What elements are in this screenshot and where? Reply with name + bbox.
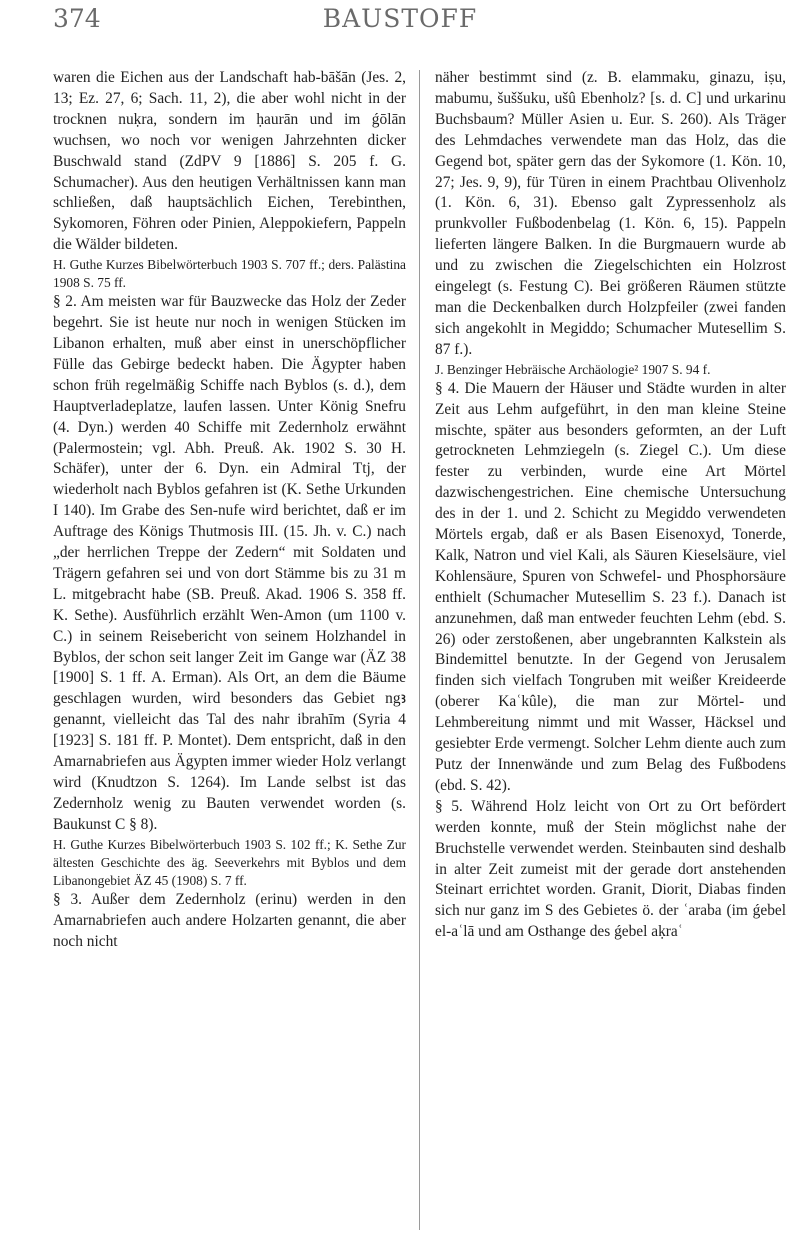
left-column xyxy=(53,68,406,952)
paragraph: § 4. Die Mauern der Häuser und Städte wurden in alter Zeit aus Lehm aufgeführt, in den man kleine Steine mischte, später aus besonders geformten, an der Luft getrockneten Lehmziegeln (s. Ziegel C.). Um diese fester zu verbinden, wurde eine Art Mörtel dazwischengestrichen. Eine chemische Untersuchung des in der 1. und 2. Schicht zu Megiddo verwendeten Mörtels ergab, daß er als Basen Eisenoxyd, Tonerde, Kalk, Natron und viel Kali, als Säuren Kieselsäure, viel Kohlensäure, Spuren von Schwefel- und Phosphorsäure enthielt (Schumacher Mutesellim S. 23 f.). Danach ist anzunehmen, daß man entweder feuchten Lehm (ebd. S. 26) oder zerstoßenen, aber ungebrannten Kalkstein als Bindemittel benutzte. In der Gegend von Jerusalem finden sich vielfach Tongruben mit weißer Kreideerde (oberer Kaʿkûle), die man zur Mörtel- und Lehmbereitung nimmt und mit Wasser, Häcksel und gesiebter Erde vermengt. Solcher Lehm diente auch zum Putz der Innenwände und zum Belag des Fußbodens (ebd. S. 42). xyxy=(435,379,786,794)
reference-note: H. Guthe Kurzes Bibelwörterbuch 1903 S. 102 ff.; K. Sethe Zur ältesten Geschichte des äg. Seeverkehrs mit Byblos und dem Libanongebiet ÄZ 45 (1908) S. 7 ff. xyxy=(53,836,406,888)
reference-note: J. Benzinger Hebräische Archäologie² 1907 S. 94 f. xyxy=(435,361,711,377)
right-column xyxy=(435,68,786,943)
paragraph: § 2. Am meisten war für Bauzwecke das Holz der Zeder begehrt. Sie ist heute nur noch in wenigen Stücken im Libanon erhalten, muß aber einst in unerschöpflicher Fülle das Gebirge bedeckt haben. Die Ägypter haben schon früh regelmäßig Schiffe nach Byblos (s. d.), dem Hauptverladeplatze, laufen lassen. Unter König Snefru (4. Dyn.) werden 40 Schiffe mit Zedernholz erwähnt (Palermostein; vgl. Abh. Preuß. Ak. 1902 S. 30 H. Schäfer), unter der 6. Dyn. ein Admiral Ttj, der wiederholt nach Byblos gefahren ist (K. Sethe Urkunden I 140). Im Grabe des Sen-nufe wird berichtet, daß er im Auftrage des Königs Thutmosis III. (15. Jh. v. C.) nach „der herrlichen Treppe der Zedern“ mit Soldaten und Trägern gefahren sei und von dort Stämme bis zu 31 m L. mitgebracht habe (SB. Preuß. Akad. 1906 S. 358 ff. K. Sethe). Ausführlich erzählt Wen-Amon (um 1100 v. C.) in seinem Reisebericht von seinem Holzhandel in Byblos, der schon seit langer Zeit im Gange war (ÄZ 38 [1900] S. 1 ff. A. Erman). Als Ort, an dem die Bäume geschlagen wurden, wird besonders das Gebiet ngꜣ genannt, vielleicht das Tal des nahr ibrahīm (Syria 4 [1923] S. 181 ff. P. Montet). Dem entspricht, daß in den Amarnabriefen aus Ägypten immer wieder Holz verlangt wird (Knudtzon S. 1264). Im Lande selbst ist das Zedernholz wenig zu Bauten verwendet worden (s. Baukunst C § 8). xyxy=(53,293,406,833)
page-header xyxy=(0,4,800,44)
paragraph: § 3. Außer dem Zedernholz (erinu) werden in den Amarnabriefen auch andere Holzarten genannt, die aber noch nicht xyxy=(53,890,406,950)
running-title: BAUSTOFF xyxy=(322,4,478,33)
paragraph: näher bestimmt sind (z. B. elammaku, ginazu, iṣu, mabumu, šuššuku, ušû Ebenholz? [s. d. C] und urkarinu Buchsbaum? Müller Asien u. Eur. S. 260). Als Träger des Lehmdaches verwendete man das Holz, das die Gegend bot, später gern das der Sykomore (1. Kön. 10, 27; Jes. 9, 9), für Türen in einem Prachtbau Olivenholz (1. Kön. 6, 31). Ebenso galt Zypressenholz als prunkvoller Fußbodenbelag (1. Kön. 6, 15). Pappeln lieferten längere Balken. In die Burgmauern wurde ab und zu zwischen die Ziegelschichten ein Holzrost eingelegt (s. Festung C). Bei größeren Räumen stützte man die Deckenbalken durch Holzpfeiler (zwei fanden sich angekohlt in Megiddo; Schumacher Mutesellim S. 87 f.). xyxy=(435,69,786,358)
paragraph: waren die Eichen aus der Landschaft hab-bāšān (Jes. 2, 13; Ez. 27, 6; Sach. 11, 2), die aber wohl nicht in der trocknen nuḳra, sondern im ḥaurān und im ǵōlān wuchsen, wo noch vor wenigen Jahrzehnten dicker Buschwald stand (ZdPV 9 [1886] S. 205 f. G. Schumacher). Aus den heutigen Verhältnissen kann man schließen, daß hauptsächlich Eichen, Terebinthen, Sykomoren, Föhren oder Pinien, Aleppokiefern, Pappeln die Wälder bildeten. xyxy=(53,69,406,254)
reference-note: H. Guthe Kurzes Bibelwörterbuch 1903 S. 707 ff.; ders. Palästina 1908 S. 75 ff. xyxy=(53,257,406,291)
paragraph: § 5. Während Holz leicht von Ort zu Ort befördert werden konnte, muß der Stein möglichst nahe der Bruchstelle verwendet werden. Steinbauten sind deshalb in alter Zeit zumeist mit der gerade dort anstehenden Steinart errichtet worden. Granit, Diorit, Diabas finden sich nur ganz im S des Gebietes ö. der ʿaraba (im ǵebel el-aʿlā und am Osthange des ǵebel aḳraʿ xyxy=(435,797,786,941)
page-number: 374 xyxy=(53,4,101,33)
column-divider xyxy=(419,70,420,1230)
